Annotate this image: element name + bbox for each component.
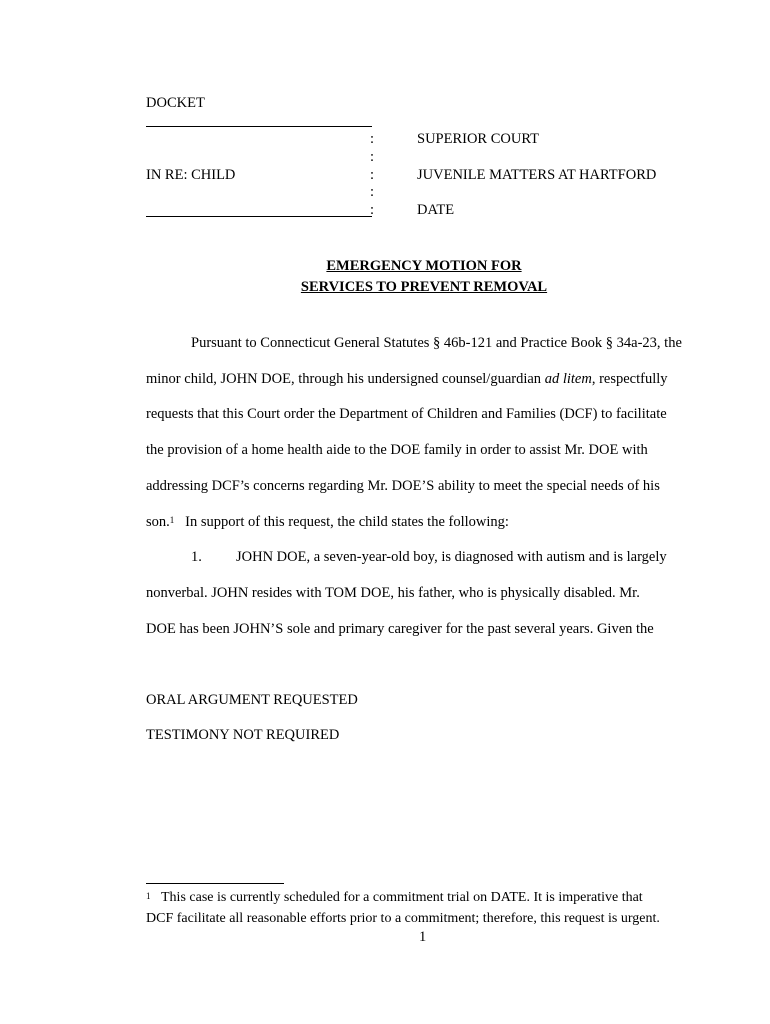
- caption-bottom-rule: [146, 216, 372, 217]
- caption-colon: :: [370, 184, 375, 200]
- case-name: IN RE: CHILD: [146, 167, 236, 183]
- caption-top-rule: [146, 126, 372, 127]
- court-venue: JUVENILE MATTERS AT HARTFORD: [417, 167, 657, 183]
- body-line: [146, 370, 668, 388]
- caption-colon: :: [370, 202, 375, 218]
- body-text: minor child, JOHN DOE, through his undersigned counsel/guardian: [146, 371, 545, 387]
- body-line: requests that this Court order the Department of Children and Families (DCF) to facilitate: [146, 406, 667, 422]
- body-italic-text: ad litem: [544, 371, 592, 387]
- body-line: nonverbal. JOHN resides with TOM DOE, his father, who is physically disabled. Mr.: [146, 585, 640, 601]
- body-text: , respectfully: [591, 371, 668, 387]
- testimony-notice: TESTIMONY NOT REQUIRED: [146, 727, 340, 743]
- motion-title-line-1: EMERGENCY MOTION FOR: [326, 258, 522, 274]
- body-line: addressing DCF’s concerns regarding Mr. DOE’S ability to meet the special needs of his: [146, 478, 660, 494]
- footnote-line: DCF facilitate all reasonable efforts prior to a commitment; therefore, this request is urgent.: [146, 911, 660, 926]
- list-item-number: 1.: [191, 549, 202, 565]
- body-line: JOHN DOE, a seven-year-old boy, is diagnosed with autism and is largely: [236, 549, 667, 565]
- footnote-separator: [146, 883, 284, 884]
- body-line: DOE has been JOHN’S sole and primary caregiver for the past several years. Given the: [146, 621, 654, 637]
- caption-date: DATE: [417, 202, 455, 218]
- footnote-marker: 1: [146, 891, 151, 901]
- caption-colon: :: [370, 149, 375, 165]
- caption-colon: :: [370, 167, 375, 183]
- caption-colon: :: [370, 131, 375, 147]
- docket-label: DOCKET: [146, 95, 205, 111]
- body-text: son.: [146, 514, 170, 530]
- body-line: Pursuant to Connecticut General Statutes § 46b-121 and Practice Book § 34a-23, the: [191, 335, 682, 351]
- court-name: SUPERIOR COURT: [417, 131, 539, 147]
- body-text: In support of this request, the child states the following:: [185, 514, 509, 530]
- motion-title-line-2: SERVICES TO PREVENT REMOVAL: [300, 279, 548, 295]
- oral-argument-notice: ORAL ARGUMENT REQUESTED: [146, 692, 358, 708]
- body-line: the provision of a home health aide to the DOE family in order to assist Mr. DOE with: [146, 442, 648, 458]
- page-number: 1: [419, 929, 427, 945]
- footnote-line: [146, 889, 643, 907]
- footnote-reference[interactable]: 1: [169, 515, 175, 525]
- footnote-text: This case is currently scheduled for a commitment trial on DATE. It is imperative that: [161, 890, 643, 905]
- body-line: [146, 513, 509, 531]
